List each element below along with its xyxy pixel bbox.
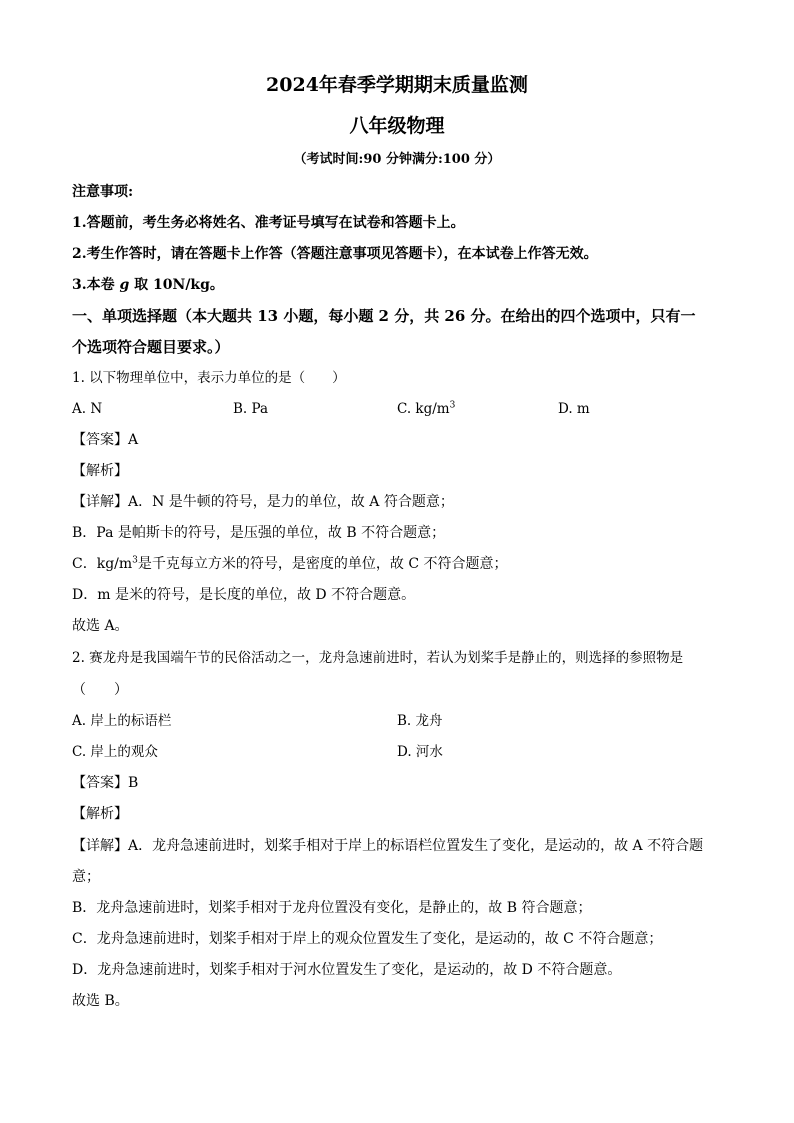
q1-detail-4: D．m 是米的符号，是长度的单位，故 D 不符合题意。 bbox=[72, 587, 416, 603]
q2-detail-2: B．龙舟急速前进时，划桨手相对于龙舟位置没有变化，是静止的，故 B 符合题意； bbox=[72, 900, 592, 916]
q2-option-b: B. 龙舟 bbox=[397, 713, 443, 729]
q2-detail-1-line2: 意； bbox=[72, 869, 100, 885]
section1-heading-line2: 个选项符合题目要求。） bbox=[72, 338, 230, 356]
q1-option-b: B. Pa bbox=[233, 401, 269, 417]
q2-option-c: C. 岸上的观众 bbox=[72, 744, 158, 760]
note-item-2: 2.考生作答时，请在答题卡上作答（答题注意事项见答题卡），在本试卷上作答无效。 bbox=[72, 246, 598, 262]
q2-stem-line2: （ ） bbox=[72, 682, 128, 698]
note-item-3-g: g bbox=[119, 277, 130, 293]
note-item-3 bbox=[72, 275, 722, 295]
exam-title: 2024年春季学期期末质量监测 bbox=[266, 74, 528, 96]
q1-detail-3-base: C．kg/m bbox=[72, 556, 133, 572]
q1-stem: 1. 以下物理单位中，表示力单位的是（ ） bbox=[72, 370, 346, 386]
q1-option-c-sup: 3 bbox=[449, 400, 456, 411]
q1-detail-2: B．Pa 是帕斯卡的符号，是压强的单位，故 B 不符合题意； bbox=[72, 525, 446, 541]
q1-option-a: A. N bbox=[72, 401, 103, 417]
q2-detail-4: D．龙舟急速前进时，划桨手相对于河水位置发生了变化，是运动的，故 D 不符合题意。 bbox=[72, 962, 622, 978]
q2-stem-line1: 2. 赛龙舟是我国端午节的民俗活动之一，龙舟急速前进时，若认为划桨手是静止的，则选择的参照物是 bbox=[72, 650, 684, 666]
q1-option-c-base: C. kg/m bbox=[397, 401, 450, 417]
section1-heading-line1: 一、单项选择题（本大题共 13 小题，每小题 2 分，共 26 分。在给出的四个选项中，只有一 bbox=[72, 307, 696, 325]
q1-detail-3 bbox=[72, 554, 722, 574]
q2-analysis-label: 【解析】 bbox=[72, 806, 128, 822]
q2-option-a: A. 岸上的标语栏 bbox=[72, 713, 172, 729]
q2-detail-3: C．龙舟急速前进时，划桨手相对于岸上的观众位置发生了变化，是运动的，故 C 不符合题意； bbox=[72, 931, 663, 947]
q1-option-d: D. m bbox=[558, 401, 590, 417]
note-item-3-suffix: 取 10N/kg。 bbox=[129, 277, 224, 293]
q1-option-c bbox=[397, 399, 455, 419]
exam-info: （考试时间:90 分钟满分:100 分） bbox=[293, 152, 501, 167]
q1-analysis-label: 【解析】 bbox=[72, 463, 128, 479]
q1-detail-3-sup: 3 bbox=[132, 555, 138, 566]
note-item-3-prefix: 3.本卷 bbox=[72, 277, 120, 293]
q1-detail-1: 【详解】A．N 是牛顿的符号，是力的单位，故 A 符合题意； bbox=[72, 494, 454, 510]
subject-title: 八年级物理 bbox=[349, 115, 445, 137]
q2-conclusion: 故选 B。 bbox=[72, 993, 129, 1009]
note-item-1: 1.答题前，考生务必将姓名、准考证号填写在试卷和答题卡上。 bbox=[72, 215, 465, 231]
notes-heading: 注意事项: bbox=[72, 184, 134, 200]
q2-answer: 【答案】B bbox=[72, 775, 139, 791]
q1-answer: 【答案】A bbox=[72, 432, 139, 448]
q1-detail-3-rest: 是千克每立方米的符号，是密度的单位，故 C 不符合题意； bbox=[137, 556, 508, 572]
q2-option-d: D. 河水 bbox=[397, 744, 443, 760]
q1-conclusion: 故选 A。 bbox=[72, 618, 129, 634]
q2-detail-1-line1: 【详解】A．龙舟急速前进时，划桨手相对于岸上的标语栏位置发生了变化，是运动的，故 A 不符合题 bbox=[72, 838, 704, 854]
